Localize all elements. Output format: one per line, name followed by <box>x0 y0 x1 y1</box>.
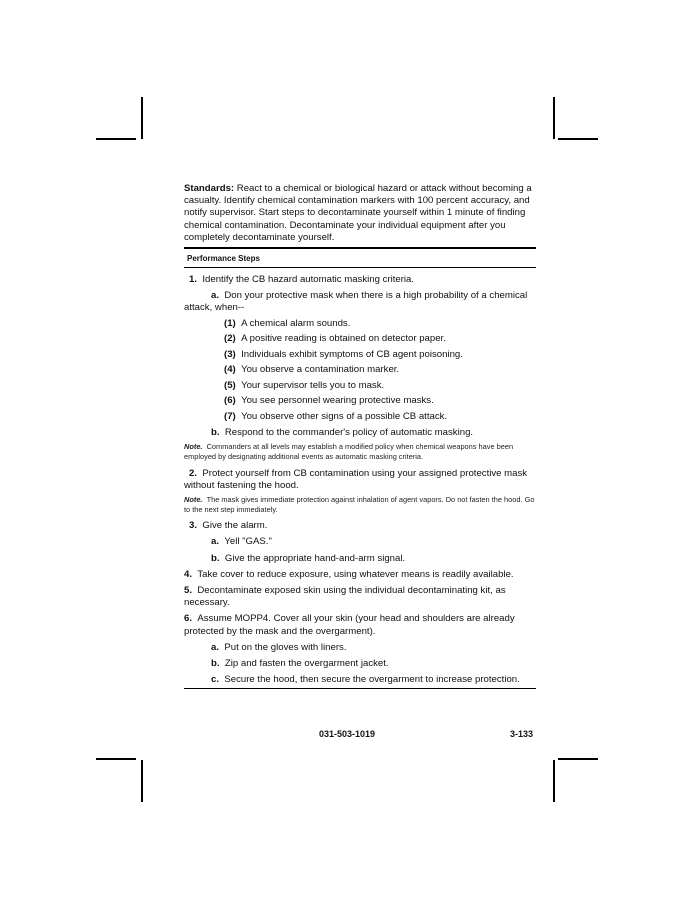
step-1: 1. Identify the CB hazard automatic masking criteria. <box>189 273 415 285</box>
performance-steps-header: Performance Steps <box>187 253 260 263</box>
step-1a-item-6: (6) You see personnel wearing protective masks. <box>224 395 434 407</box>
note-1: Note. Commanders at all levels may establish a modified policy when chemical weapons have been employed by designating additional events as automatic masking criteria. <box>184 442 514 462</box>
header-divider <box>184 267 536 268</box>
step-1a-item-3: (3) Individuals exhibit symptoms of CB agent poisoning. <box>224 348 463 360</box>
crop-mark-bottom-right-vertical <box>553 760 555 802</box>
crop-mark-top-right-vertical <box>553 97 555 139</box>
crop-mark-bottom-left-horizontal <box>96 758 136 760</box>
step-2: 2. Protect yourself from CB contamination using your assigned protective mask without fastening the hood. <box>184 467 528 491</box>
step-6b: b. Zip and fasten the overgarment jacket. <box>211 658 389 670</box>
standards-paragraph <box>184 183 536 244</box>
step-3b: b. Give the appropriate hand-and-arm signal. <box>211 552 406 564</box>
step-1b: b. Respond to the commander's policy of automatic masking. <box>211 427 474 439</box>
step-3a: a. Yell "GAS." <box>211 536 272 548</box>
crop-mark-bottom-right-horizontal <box>558 758 598 760</box>
step-6c: c. Secure the hood, then secure the overgarment to increase protection. <box>211 674 520 686</box>
page-number: 3-133 <box>510 729 534 739</box>
step-1a-item-5: (5) Your supervisor tells you to mask. <box>224 379 385 391</box>
step-1a: a. Don your protective mask when there is a high probability of a chemical attack, when-- <box>184 289 528 313</box>
crop-mark-top-right-horizontal <box>558 138 598 140</box>
step-1a-item-1: (1) A chemical alarm sounds. <box>224 317 351 329</box>
note-2: Note. The mask gives immediate protection against inhalation of agent vapors. Do not fasten the hood. Go to the next step immediately. <box>184 495 535 514</box>
crop-mark-bottom-left-vertical <box>141 760 143 802</box>
step-1a-item-4: (4) You observe a contamination marker. <box>224 364 400 376</box>
bottom-divider <box>184 688 536 690</box>
step-5: 5. Decontaminate exposed skin using the individual decontaminating kit, as necessary. <box>184 585 506 609</box>
step-6a: a. Put on the gloves with liners. <box>211 641 347 653</box>
step-6: 6. Assume MOPP4. Cover all your skin (your head and shoulders are already protected by the mask and the overgarment). <box>184 613 515 637</box>
step-1a-item-7: (7) You observe other signs of a possible CB attack. <box>224 411 448 423</box>
crop-mark-top-left-horizontal <box>96 138 136 140</box>
document-number: 031-503-1019 <box>319 729 376 739</box>
standards-text: React to a chemical or biological hazard or attack without becoming a casualty. Identify chemical contamination markers with 100 percent accuracy, and notify supervisor. Start steps to decontaminate yourself within 1 minute of finding chemical contamination. Decontaminate your individual equipment after you completely decontaminate yourself. <box>184 183 532 243</box>
step-3: 3. Give the alarm. <box>189 520 268 532</box>
page-content <box>184 183 536 689</box>
crop-mark-top-left-vertical <box>141 97 143 139</box>
performance-steps <box>184 274 536 687</box>
standards-label: Standards: <box>184 183 235 194</box>
step-1a-item-2: (2) A positive reading is obtained on detector paper. <box>224 333 446 345</box>
step-4: 4. Take cover to reduce exposure, using whatever means is readily available. <box>184 568 514 580</box>
